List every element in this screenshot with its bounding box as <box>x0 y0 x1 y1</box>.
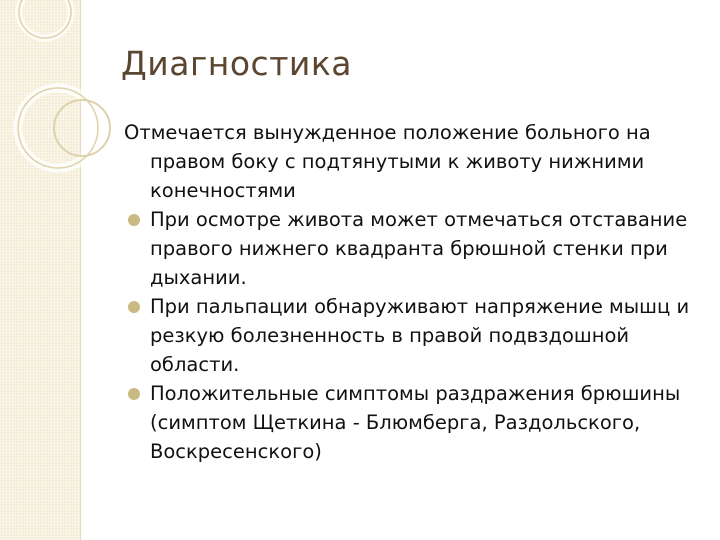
concentric-circles-ornament-icon <box>0 0 140 200</box>
bullet-list <box>124 205 704 466</box>
list-item-text: При осмотре живота может отмечаться отставание правого нижнего квадранта брюшной стенки при дыхании. <box>150 208 688 289</box>
list-item <box>124 379 704 466</box>
slide-body <box>124 118 704 466</box>
list-item-text: Положительные симптомы раздражения брюшины (симптом Щеткина - Блюмберга, Раздольского, Воскресенского) <box>150 382 681 463</box>
list-item <box>124 292 704 379</box>
bullet-icon <box>128 301 140 313</box>
list-item-text: При пальпации обнаруживают напряжение мышц и резкую болезненность в правой подвздошной области. <box>150 295 690 376</box>
bullet-icon <box>128 214 140 226</box>
lead-paragraph: Отмечается вынужденное положение больного на правом боку с подтянутыми к животу нижними конечностями <box>124 121 651 202</box>
bullet-icon <box>128 388 140 400</box>
list-item <box>124 205 704 292</box>
slide-title: Диагностика <box>121 44 353 83</box>
